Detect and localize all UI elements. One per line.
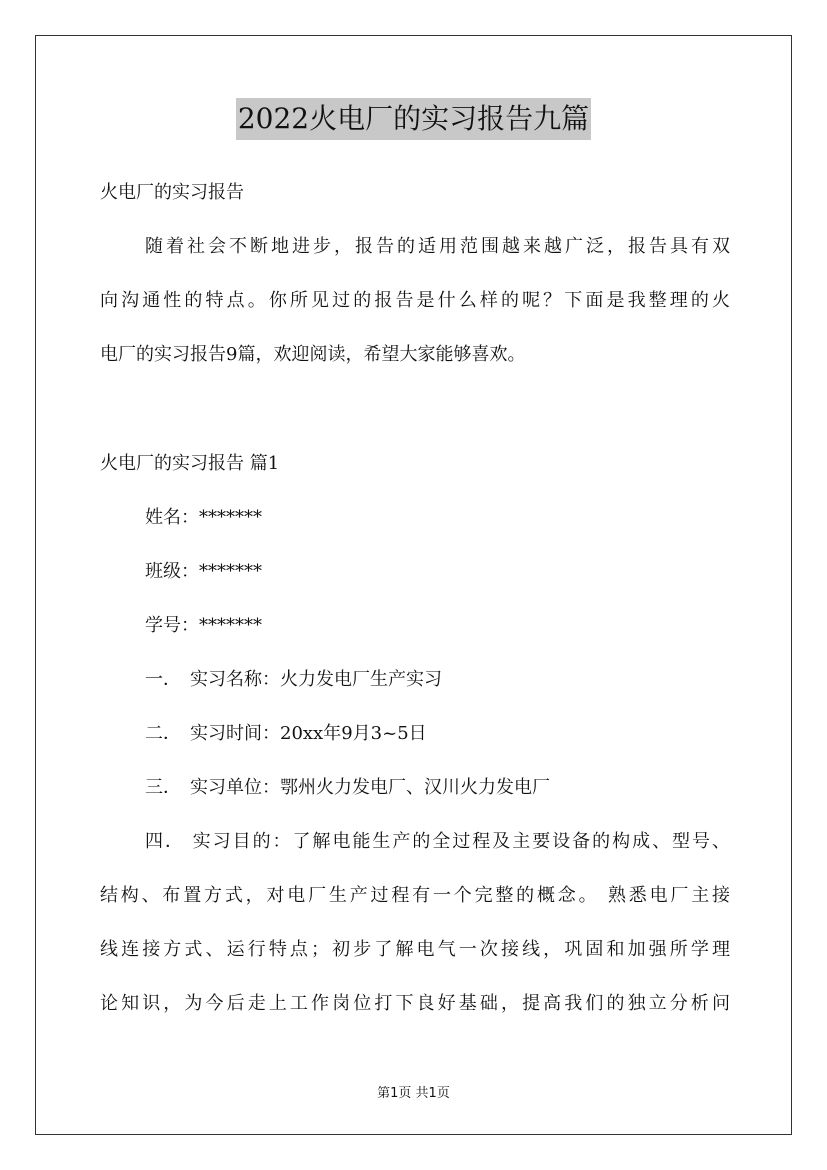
item-internship-unit: 三． 实习单位：鄂州火力发电厂、汉川火力发电厂 bbox=[145, 777, 550, 798]
field-name: 姓名：******* bbox=[145, 507, 262, 528]
item-internship-time: 二． 实习时间：20xx年9月3~5日 bbox=[145, 723, 427, 744]
section-heading: 火电厂的实习报告 篇1 bbox=[100, 453, 280, 474]
document-title: 2022火电厂的实习报告九篇 bbox=[236, 98, 591, 140]
intro-line-2: 向沟通性的特点。你所见过的报告是什么样的呢？下面是我整理的火 bbox=[100, 290, 730, 311]
purpose-line-1: 四． 实习目的：了解电能生产的全过程及主要设备的构成、型号、 bbox=[145, 831, 730, 852]
intro-line-3: 电厂的实习报告9篇，欢迎阅读，希望大家能够喜欢。 bbox=[100, 344, 526, 365]
intro-heading: 火电厂的实习报告 bbox=[100, 182, 244, 203]
purpose-line-3: 线连接方式、运行特点；初步了解电气一次接线，巩固和加强所学理 bbox=[100, 939, 730, 960]
item-internship-name: 一． 实习名称：火力发电厂生产实习 bbox=[145, 669, 442, 690]
page-footer: 第1页 共1页 bbox=[377, 1086, 450, 1101]
intro-line-1: 随着社会不断地进步，报告的适用范围越来越广泛，报告具有双 bbox=[145, 236, 730, 257]
purpose-line-4: 论知识，为今后走上工作岗位打下良好基础，提高我们的独立分析问 bbox=[100, 993, 730, 1014]
field-student-id: 学号：******* bbox=[145, 615, 262, 636]
purpose-line-2: 结构、布置方式，对电厂生产过程有一个完整的概念。 熟悉电厂主接 bbox=[100, 885, 730, 906]
title-container bbox=[0, 98, 827, 140]
field-class: 班级：******* bbox=[145, 561, 262, 582]
